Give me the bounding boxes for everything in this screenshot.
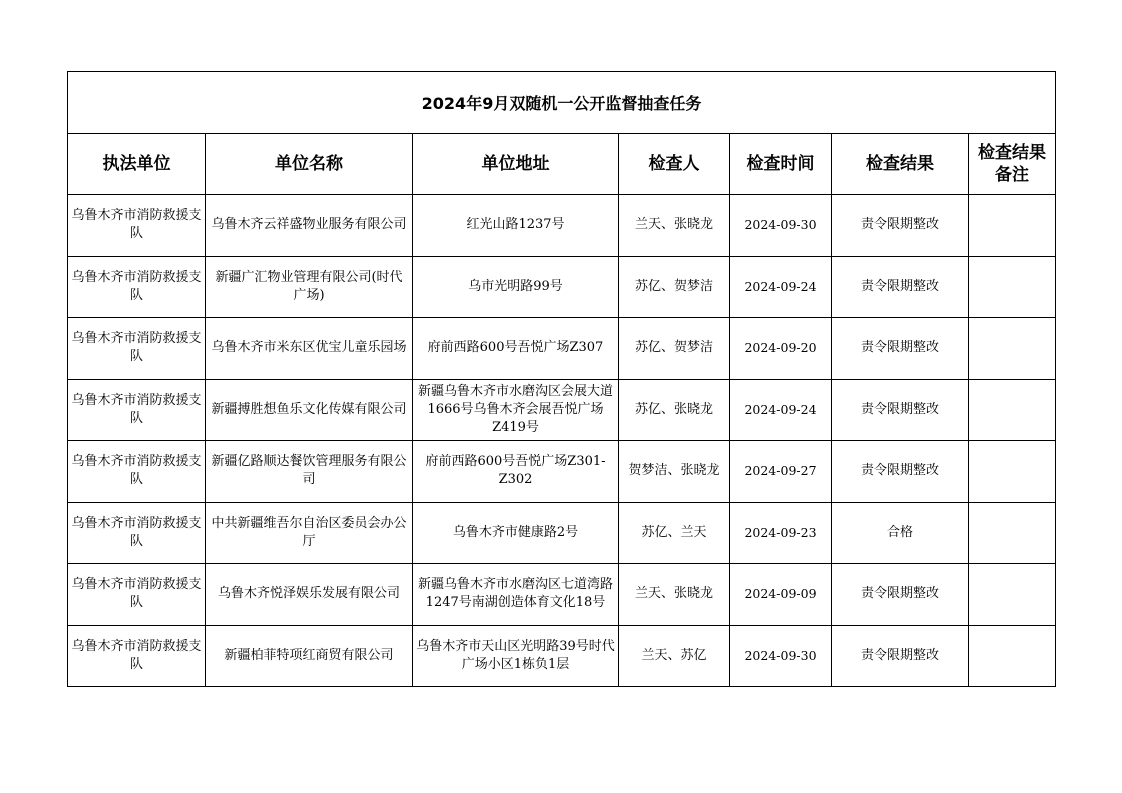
cell-address: 新疆乌鲁木齐市水磨沟区会展大道1666号乌鲁木齐会展吾悦广场Z419号 [413,379,619,441]
table-row [68,441,1056,503]
cell-name: 新疆搏胜想鱼乐文化传媒有限公司 [206,379,413,441]
cell-remark [969,502,1056,564]
table-row [68,379,1056,441]
cell-unit: 乌鲁木齐市消防救援支队 [68,195,206,257]
cell-remark [969,318,1056,380]
cell-name: 新疆亿路顺达餐饮管理服务有限公司 [206,441,413,503]
table-row [68,195,1056,257]
cell-name: 乌鲁木齐市米东区优宝儿童乐园场 [206,318,413,380]
cell-remark [969,625,1056,687]
cell-name: 乌鲁木齐悦泽娱乐发展有限公司 [206,564,413,626]
cell-name: 乌鲁木齐云祥盛物业服务有限公司 [206,195,413,257]
table-body [68,195,1056,687]
cell-time: 2024-09-09 [730,564,832,626]
page-title: 2024年9月双随机一公开监督抽查任务 [68,72,1056,134]
cell-remark [969,441,1056,503]
cell-unit: 乌鲁木齐市消防救援支队 [68,502,206,564]
cell-address: 府前西路600号吾悦广场Z307 [413,318,619,380]
cell-remark [969,256,1056,318]
cell-unit: 乌鲁木齐市消防救援支队 [68,379,206,441]
cell-time: 2024-09-23 [730,502,832,564]
header-result: 检查结果 [832,134,969,195]
cell-result: 责令限期整改 [832,256,969,318]
cell-result: 责令限期整改 [832,195,969,257]
cell-unit: 乌鲁木齐市消防救援支队 [68,318,206,380]
cell-unit: 乌鲁木齐市消防救援支队 [68,256,206,318]
table-row [68,502,1056,564]
header-address: 单位地址 [413,134,619,195]
header-inspector: 检查人 [619,134,730,195]
table-row [68,625,1056,687]
title-row [68,72,1056,134]
cell-name: 中共新疆维吾尔自治区委员会办公厅 [206,502,413,564]
cell-name: 新疆广汇物业管理有限公司(时代广场) [206,256,413,318]
cell-time: 2024-09-24 [730,379,832,441]
cell-inspector: 兰天、张晓龙 [619,564,730,626]
cell-inspector: 苏亿、张晓龙 [619,379,730,441]
cell-inspector: 兰天、张晓龙 [619,195,730,257]
cell-address: 乌鲁木齐市健康路2号 [413,502,619,564]
cell-address: 乌鲁木齐市天山区光明路39号时代广场小区1栋负1层 [413,625,619,687]
cell-inspector: 兰天、苏亿 [619,625,730,687]
cell-result: 责令限期整改 [832,441,969,503]
inspection-table [67,71,1056,687]
cell-remark [969,195,1056,257]
cell-unit: 乌鲁木齐市消防救援支队 [68,564,206,626]
cell-address: 新疆乌鲁木齐市水磨沟区七道湾路1247号南湖创造体育文化18号 [413,564,619,626]
cell-result: 责令限期整改 [832,625,969,687]
header-time: 检查时间 [730,134,832,195]
cell-inspector: 苏亿、贺梦洁 [619,318,730,380]
cell-time: 2024-09-27 [730,441,832,503]
cell-time: 2024-09-30 [730,195,832,257]
cell-result: 责令限期整改 [832,564,969,626]
table-row [68,564,1056,626]
cell-address: 乌市光明路99号 [413,256,619,318]
cell-remark [969,379,1056,441]
cell-name: 新疆柏菲特项红商贸有限公司 [206,625,413,687]
cell-address: 红光山路1237号 [413,195,619,257]
table-row [68,318,1056,380]
cell-result: 责令限期整改 [832,379,969,441]
cell-inspector: 苏亿、兰天 [619,502,730,564]
header-row [68,134,1056,195]
header-name: 单位名称 [206,134,413,195]
cell-inspector: 贺梦洁、张晓龙 [619,441,730,503]
cell-inspector: 苏亿、贺梦洁 [619,256,730,318]
cell-time: 2024-09-30 [730,625,832,687]
cell-result: 合格 [832,502,969,564]
cell-time: 2024-09-24 [730,256,832,318]
header-remark: 检查结果备注 [969,134,1056,195]
cell-unit: 乌鲁木齐市消防救援支队 [68,441,206,503]
cell-unit: 乌鲁木齐市消防救援支队 [68,625,206,687]
cell-time: 2024-09-20 [730,318,832,380]
header-unit: 执法单位 [68,134,206,195]
table-row [68,256,1056,318]
cell-address: 府前西路600号吾悦广场Z301-Z302 [413,441,619,503]
cell-result: 责令限期整改 [832,318,969,380]
cell-remark [969,564,1056,626]
